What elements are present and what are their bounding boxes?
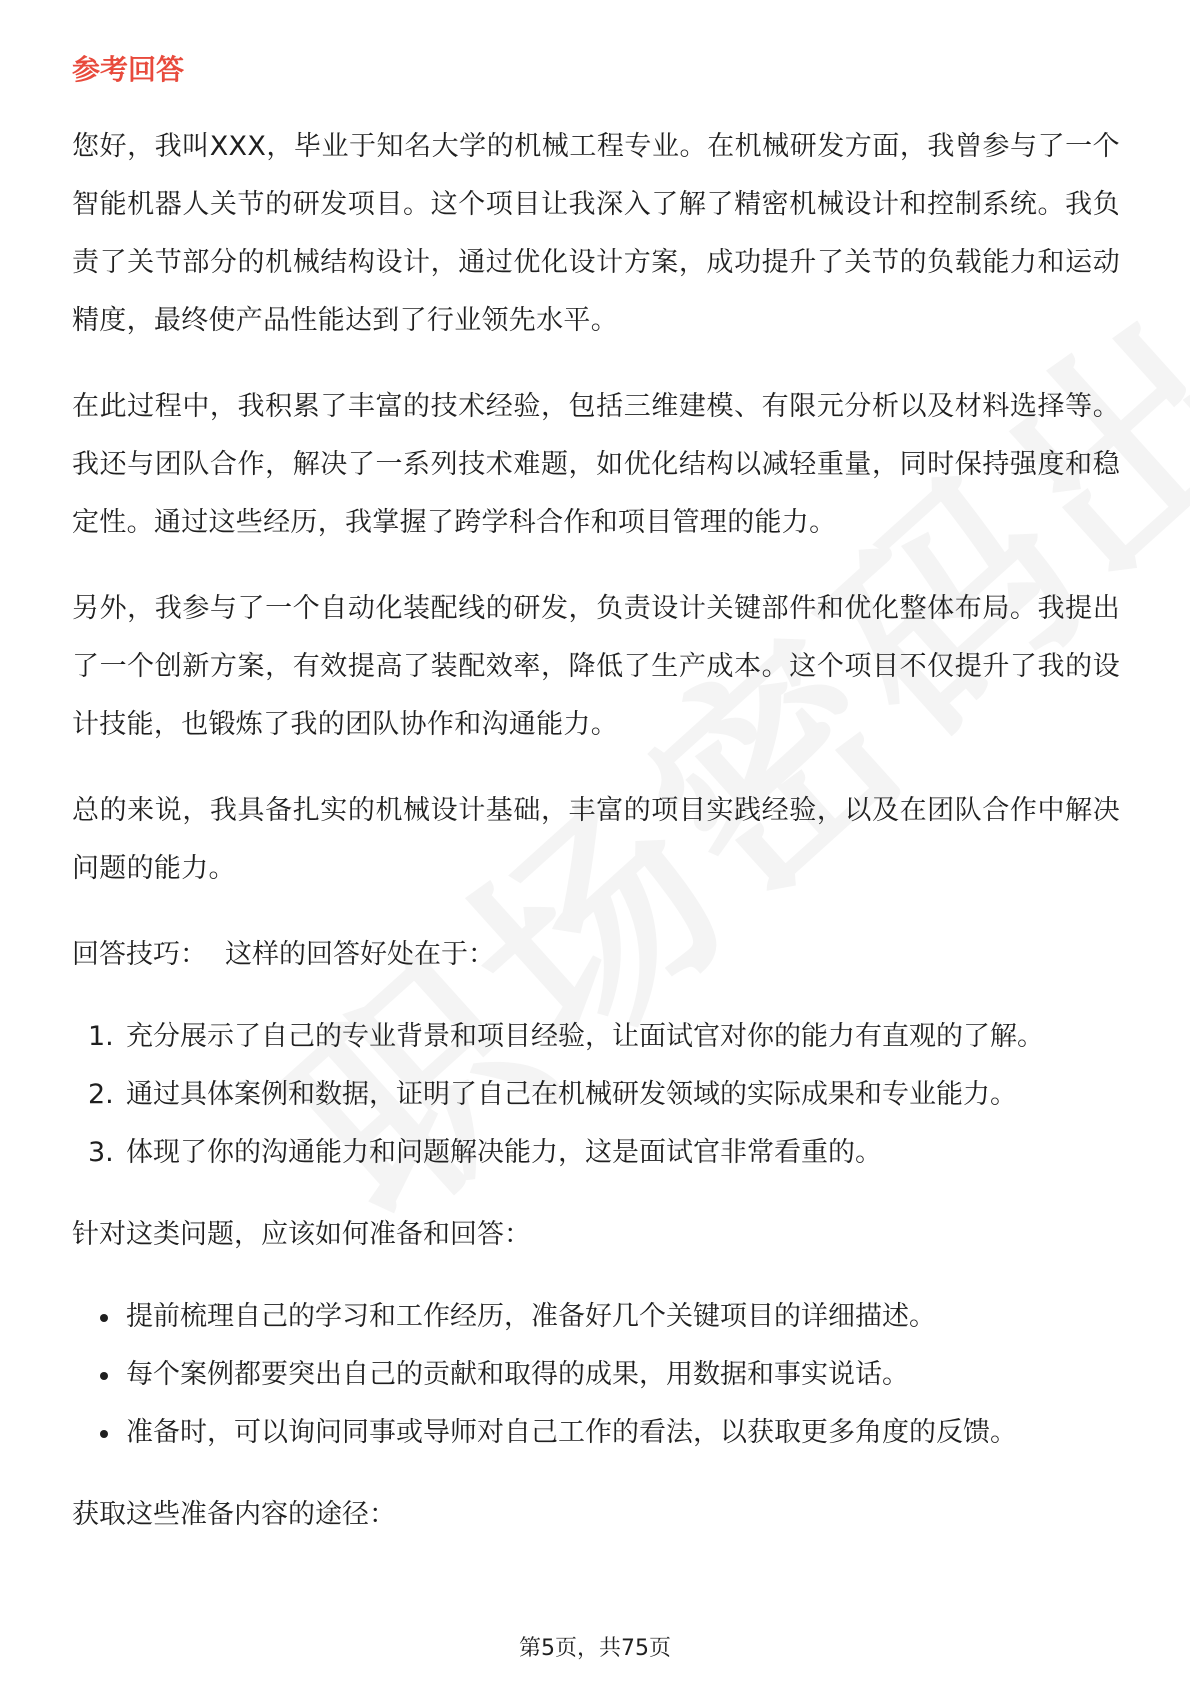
tips-intro: 这样的回答好处在于： [225,939,495,970]
list-item-text: 充分展示了自己的专业背景和项目经验，让面试官对你的能力有直观的了解。 [126,1021,1044,1052]
sources-heading: 获取这些准备内容的途径： [72,1499,396,1530]
list-item-text: 准备时，可以询问同事或导师对自己工作的看法，以获取更多角度的反馈。 [126,1417,1017,1448]
list-item-text: 提前梳理自己的学习和工作经历，准备好几个关键项目的详细描述。 [126,1301,936,1332]
section-title: 参考回答 [72,53,185,86]
list-item-text: 通过具体案例和数据，证明了自己在机械研发领域的实际成果和专业能力。 [126,1079,1017,1110]
answer-paragraph-1: 您好，我叫XXX，毕业于知名大学的机械工程专业。在机械研发方面，我曾参与了一个智能机器人关节的研发项目。这个项目让我深入了解了精密机械设计和控制系统。我负责了关节部分的机械结构设计，通过优化设计方案，成功提升了关节的负载能力和运动精度，最终使产品性能达到了行业领先水平。 [72,131,1120,336]
prep-heading: 针对这类问题，应该如何准备和回答： [72,1219,531,1250]
list-number: 2. [88,1079,114,1110]
tips-label: 回答技巧： [72,939,207,970]
list-item [72,1008,1120,1066]
answer-paragraph-3: 另外，我参与了一个自动化装配线的研发，负责设计关键部件和优化整体布局。我提出了一个创新方案，有效提高了装配效率，降低了生产成本。这个项目不仅提升了我的设计技能，也锻炼了我的团队协作和沟通能力。 [72,593,1120,740]
prep-list [72,1288,1120,1462]
answer-paragraph-2: 在此过程中，我积累了丰富的技术经验，包括三维建模、有限元分析以及材料选择等。我还与团队合作，解决了一系列技术难题，如优化结构以减轻重量，同时保持强度和稳定性。通过这些经历，我掌握了跨学科合作和项目管理的能力。 [72,391,1120,538]
tips-heading [72,926,1120,984]
bullet-icon [100,1430,108,1438]
page-number: 第5页，共75页 [519,1636,671,1661]
list-item-text: 每个案例都要突出自己的贡献和取得的成果，用数据和事实说话。 [126,1359,909,1390]
list-item [72,1346,1120,1404]
bullet-icon [100,1372,108,1380]
list-item [72,1124,1120,1182]
tips-list [72,1008,1120,1182]
list-item [72,1404,1120,1462]
list-item [72,1066,1120,1124]
page-content [72,48,1120,1568]
list-number: 1. [88,1021,114,1052]
list-item [72,1288,1120,1346]
list-item-text: 体现了你的沟通能力和问题解决能力，这是面试官非常看重的。 [126,1137,882,1168]
bullet-icon [100,1314,108,1322]
answer-paragraph-4: 总的来说，我具备扎实的机械设计基础，丰富的项目实践经验，以及在团队合作中解决问题的能力。 [72,795,1120,884]
list-number: 3. [88,1137,114,1168]
